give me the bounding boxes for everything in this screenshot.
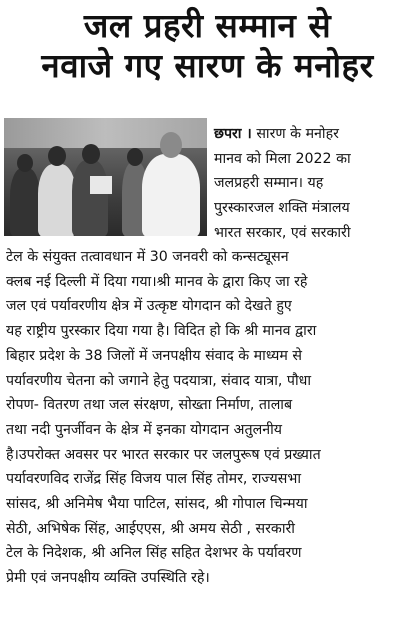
article-line: पर्यावरणीय चेतना को जगाने हेतु पदयात्रा, संवाद यात्रा, पौधा [6,372,312,389]
dateline: छपरा । [214,126,252,142]
article-column-right [214,122,410,246]
article-line: पर्यावरणविद राजेंद्र सिंह विजय पाल सिंह तोमर, राज्यसभा [6,471,302,488]
article-line: प्रेमी एवं जनपक्षीय व्यक्ति उपस्थिति रहे। [6,570,210,587]
article-line: यह राष्ट्रीय पुरस्कार दिया गया है। विदित हो कि श्री मानव द्वारा [6,323,317,340]
article-line: बिहार प्रदेश के 38 जिलों में जनपक्षीय संवाद के माध्यम से [6,347,302,364]
article-line: जलप्रहरी सम्मान। यह [214,175,324,192]
article-line: सारण के मनोहर [251,126,339,142]
article-line: भारत सरकार, एवं सरकारी [214,224,351,241]
headline-line-1: जल प्रहरी सम्मान से [83,6,332,45]
article-line: पुरस्कारजल शक्ति मंत्रालय [214,200,350,217]
article-line: तथा नदी पुनर्जीवन के क्षेत्र में इनका योगदान अतुलनीय [6,421,282,438]
article-body [6,245,410,591]
article-line: क्लब नई दिल्ली में दिया गया।श्री मानव के द्वारा किए जा रहे [6,273,308,290]
award-plaque [90,176,112,194]
article-line: टेल के संयुक्त तत्वावधान में 30 जनवरी को कन्सट्यूसन [6,249,289,265]
headline [0,6,415,86]
award-ceremony-photo [4,118,207,236]
article-first-line [214,122,410,147]
article-line: है।उपरोक्त अवसर पर भारत सरकार पर जलपुरूष एवं प्रख्यात [6,446,321,463]
article-line: रोपण- वितरण तथा जल संरक्षण, सोख्ता निर्माण, तालाब [6,397,293,414]
headline-line-2: नवाजे गए सारण के मनोहर [41,46,374,85]
article-line: टेल के निदेशक, श्री अनिल सिंह सहित देशभर के पर्यावरण [6,545,302,562]
article-line: मानव को मिला 2022 का [214,150,351,167]
article-line: सांसद, श्री अनिमेष भैया पाटिल, सांसद, श्री गोपाल चिन्मया [6,496,308,513]
article-line: जल एवं पर्यावरणीय क्षेत्र में उत्कृष्ट योगदान को देखते हुए [6,298,292,315]
article-line: सेठी, अभिषेक सिंह, आईएएस, श्री अमय सेठी , सरकारी [6,520,295,537]
